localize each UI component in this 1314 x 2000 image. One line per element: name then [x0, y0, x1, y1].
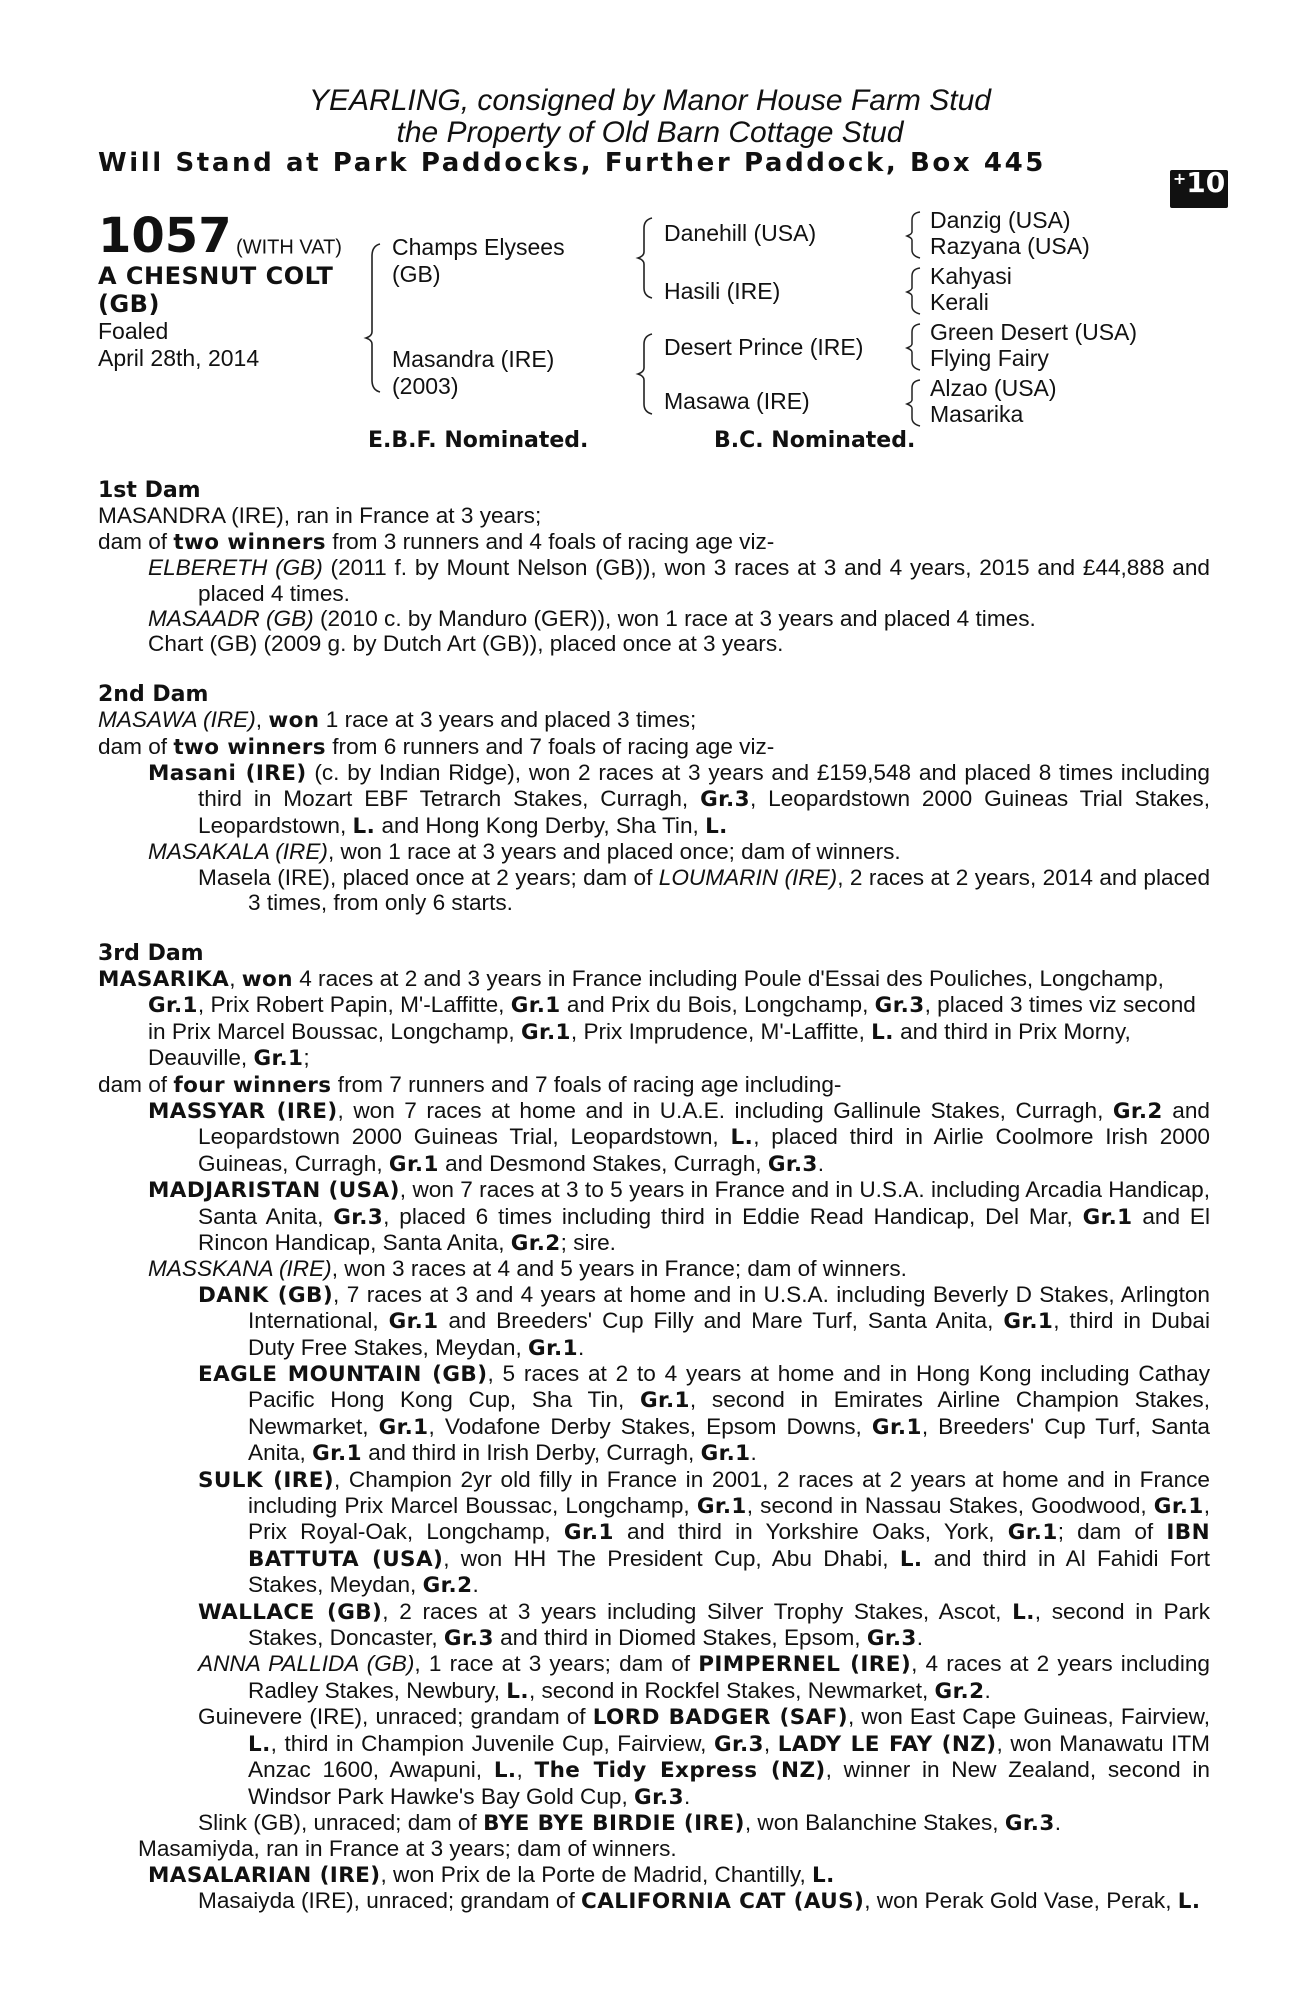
ebf-nominated: E.B.F. Nominated. — [368, 428, 589, 453]
dam-year: (2003) — [392, 373, 459, 399]
pedigree-dds: Alzao (USA) — [930, 375, 1057, 401]
progeny-masani: Masani (IRE) (c. by Indian Ridge), won 2 races at 3 years and £159,548 and placed 8 times including third in Mozart EBF Tetrarch Stakes, Curragh, Gr.3, Leopardstown 2000 Guineas Trial Stakes, Leopardstown, L. and Hong Kong Derby, Sha Tin, L. — [148, 760, 1210, 839]
lot-number: 1057 — [98, 208, 232, 264]
dam-name: Masandra (IRE) — [392, 346, 555, 372]
pedigree-dam — [392, 346, 554, 400]
location-line: Will Stand at Park Paddocks, Further Paddock, Box 445 — [98, 148, 1046, 178]
sire-country: (GB) — [392, 261, 441, 287]
progeny-guinevere: Guinevere (IRE), unraced; grandam of LORD BADGER (SAF), won East Cape Guineas, Fairview, L., third in Champion Juvenile Cup, Fairview, Gr.3, LADY LE FAY (NZ), won Manawatu ITM Anzac 1600, Awapuni, L., The Tidy Express (NZ), winner in New Zealand, second in Windsor Park Hawke's Bay Gold Cup, Gr.3. — [198, 1704, 1211, 1810]
bc-nominated: B.C. Nominated. — [714, 428, 916, 453]
pedigree-sdd: Kerali — [930, 289, 989, 315]
pedigree-dss: Green Desert (USA) — [930, 319, 1138, 345]
first-dam-produce: dam of two winners from 3 runners and 4 foals of racing age viz- — [98, 528, 775, 555]
progeny-masamiyda: Masamiyda, ran in France at 3 years; dam of winners. — [138, 1836, 677, 1862]
progeny-massyar: MASSYAR (IRE), won 7 races at home and in U.A.E. including Gallinule Stakes, Curragh, Gr.2 and Leopardstown 2000 Guineas Trial, Leopardstown, L., placed third in Airlie Coolmore Irish 2000 Guineas, Curragh, Gr.1 and Desmond Stakes, Curragh, Gr.3. — [148, 1097, 1210, 1177]
lot-description-line2: (GB) — [98, 290, 160, 318]
progeny-slink: Slink (GB), unraced; dam of BYE BYE BIRDIE (IRE), won Balanchine Stakes, Gr.3. — [198, 1809, 1062, 1836]
progeny-masskana: MASSKANA (IRE), won 3 races at 4 and 5 years in France; dam of winners. — [148, 1256, 907, 1282]
progeny-masaadr: MASAADR (GB) (2010 c. by Manduro (GER)), won 1 race at 3 years and placed 4 times. — [148, 606, 1036, 632]
foaled-label: Foaled — [98, 318, 169, 344]
progeny-masakala: MASAKALA (IRE), won 1 race at 3 years and placed once; dam of winners. — [148, 839, 901, 865]
progeny-dank: DANK (GB), 7 races at 3 and 4 years at home and in U.S.A. including Beverly D Stakes, Arlington International, Gr.1 and Breeders' Cup Filly and Mare Turf, Santa Anita, Gr.1, third in Dubai Duty Free Stakes, Meydan, Gr.1. — [198, 1281, 1210, 1361]
progeny-eagle-mountain: EAGLE MOUNTAIN (GB), 5 races at 2 to 4 years at home and in Hong Kong including Cathay Pacific Hong Kong Cup, Sha Tin, Gr.1, second in Emirates Airline Champion Stakes, Newmarket, Gr.1, Vodafone Derby Stakes, Epsom Downs, Gr.1, Breeders' Cup Turf, Santa Anita, Gr.1 and third in Irish Derby, Curragh, Gr.1. — [198, 1361, 1210, 1467]
second-dam-heading: 2nd Dam — [98, 681, 209, 707]
pedigree-sire-sire: Danehill (USA) — [664, 220, 817, 246]
progeny-sulk: SULK (IRE), Champion 2yr old filly in France in 2001, 2 races at 2 years at home and in France including Prix Marcel Boussac, Longchamp, Gr.1, second in Nassau Stakes, Goodwood, Gr.1, Prix Royal-Oak, Longchamp, Gr.1 and third in Yorkshire Oaks, York, Gr.1; dam of IBN BATTUTA (USA), won HH The President Cup, Abu Dhabi, L. and third in Al Fahidi Fort Stakes, Meydan, Gr.2. — [198, 1466, 1210, 1599]
progeny-anna-pallida: ANNA PALLIDA (GB), 1 race at 3 years; dam of PIMPERNEL (IRE), 4 races at 2 years including Radley Stakes, Newbury, L., second in Rockfel Stakes, Newmarket, Gr.2. — [198, 1651, 1210, 1704]
second-dam-line: MASAWA (IRE), won 1 race at 3 years and placed 3 times; — [98, 707, 697, 734]
property-line: the Property of Old Barn Cottage Stud — [396, 116, 904, 149]
pedigree-sire-dam: Hasili (IRE) — [664, 278, 781, 304]
third-dam-produce: dam of four winners from 7 runners and 7 foals of racing age including- — [98, 1071, 842, 1098]
pedigree-braces — [0, 0, 1314, 460]
progeny-madjaristan: MADJARISTAN (USA), won 7 races at 3 to 5 years in France and in U.S.A. including Arcadia Handicap, Santa Anita, Gr.3, placed 6 times including third in Eddie Read Handicap, Del Mar, Gr.1 and El Rincon Handicap, Santa Anita, Gr.2; sire. — [148, 1177, 1210, 1256]
pedigree-sds: Kahyasi — [930, 263, 1012, 289]
pedigree-dam-sire: Desert Prince (IRE) — [664, 334, 864, 360]
badge-text: 10 — [1186, 166, 1226, 199]
progeny-masela: Masela (IRE), placed once at 2 years; dam of LOUMARIN (IRE), 2 races at 2 years, 2014 and placed 3 times, from only 6 starts. — [198, 864, 1211, 916]
pedigree-sire — [392, 234, 565, 288]
first-dam-line: MASANDRA (IRE), ran in France at 3 years; — [98, 503, 542, 529]
pedigree-dam-dam: Masawa (IRE) — [664, 388, 810, 414]
progeny-chart: Chart (GB) (2009 g. by Dutch Art (GB)), placed once at 3 years. — [148, 631, 784, 657]
pedigree-dsd: Flying Fairy — [930, 345, 1049, 371]
third-dam-heading: 3rd Dam — [98, 940, 204, 966]
pedigree-notes — [98, 478, 1210, 1915]
progeny-wallace: WALLACE (GB), 2 races at 3 years including Silver Trophy Stakes, Ascot, L., second in Park Stakes, Doncaster, Gr.3 and third in Diomed Stakes, Epsom, Gr.3. — [198, 1598, 1210, 1652]
progeny-elbereth: ELBERETH (GB) (2011 f. by Mount Nelson (GB)), won 3 races at 3 and 4 years, 2015 and £44,888 and placed 4 times. — [148, 555, 1210, 606]
pedigree-sss: Danzig (USA) — [930, 207, 1071, 233]
first-dam-heading: 1st Dam — [98, 478, 201, 503]
lot-vat: (WITH VAT) — [236, 236, 342, 259]
lot-description-line1: A CHESNUT COLT — [98, 262, 334, 290]
badge-plus: + — [1172, 169, 1187, 188]
sire-name: Champs Elysees — [392, 234, 565, 260]
pedigree-ddd: Masarika — [930, 401, 1024, 427]
pedigree-ssd: Razyana (USA) — [930, 233, 1090, 259]
progeny-masalarian: MASALARIAN (IRE), won Prix de la Porte de Madrid, Chantilly, L. — [148, 1861, 835, 1888]
consignor-line: YEARLING, consigned by Manor House Farm Stud — [309, 84, 991, 117]
progeny-masaiyda: Masaiyda (IRE), unraced; grandam of CALIFORNIA CAT (AUS), won Perak Gold Vase, Perak, L. — [198, 1888, 1201, 1915]
foaled-date: April 28th, 2014 — [98, 345, 260, 371]
second-dam-produce: dam of two winners from 6 runners and 7 foals of racing age viz- — [98, 733, 775, 760]
third-dam-line: MASARIKA, won 4 races at 2 and 3 years in France including Poule d'Essai des Pouliches, Longchamp, Gr.1, Prix Robert Papin, M'-Laffitte, Gr.1 and Prix du Bois, Longchamp, Gr.3, placed 3 times viz second in Prix Marcel Boussac, Longchamp, Gr.1, Prix Imprudence, M'-Laffitte, L. and third in Prix Morny, Deauville, Gr.1; — [98, 965, 1196, 1072]
